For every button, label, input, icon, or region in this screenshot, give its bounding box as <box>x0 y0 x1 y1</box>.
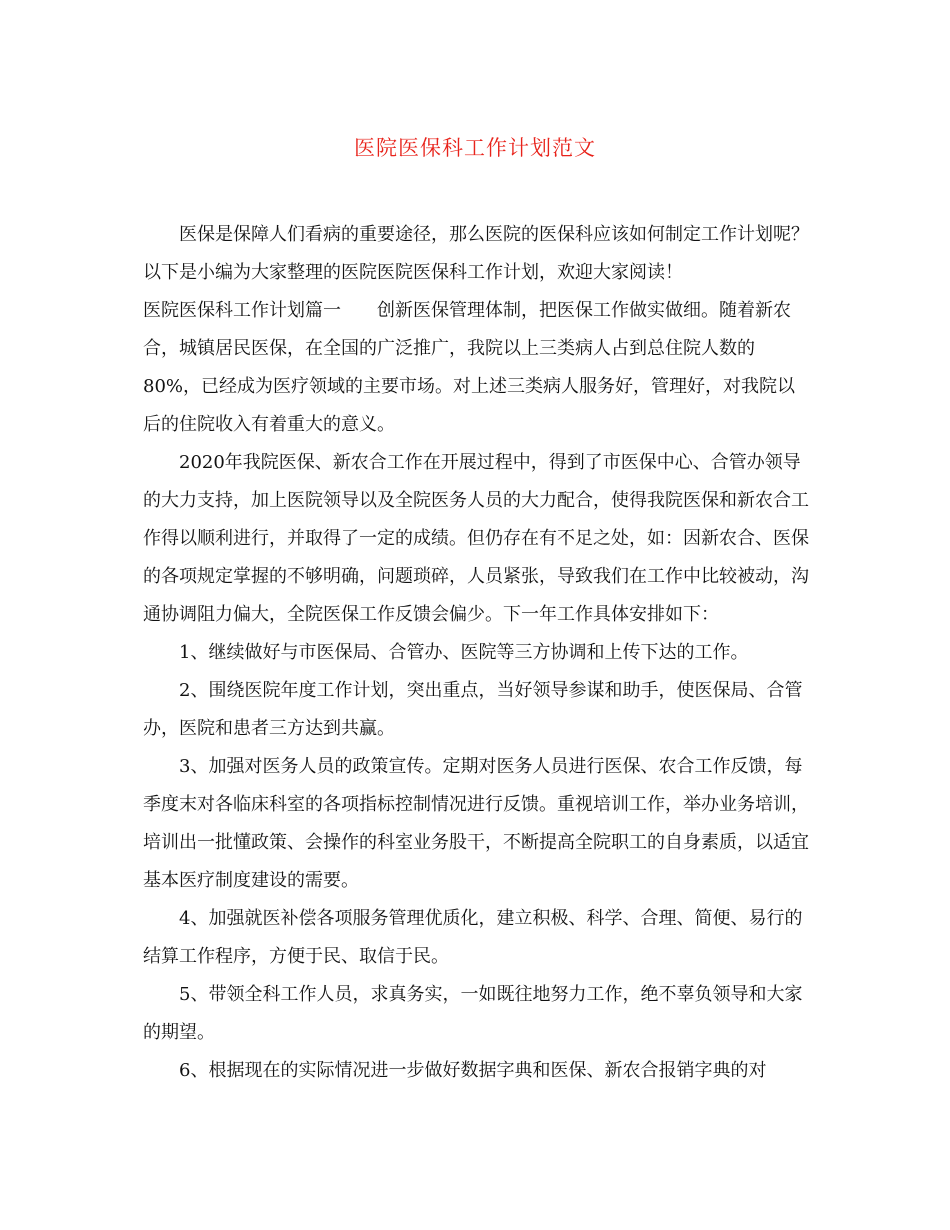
paragraph-item-3: 3、加强对医务人员的政策宣传。定期对医务人员进行医保、农合工作反馈，每季度末对各临床科室的各项指标控制情况进行反馈。重视培训工作，举办业务培训，培训出一批懂政策、会操作的科室业务股干，不断提高全院职工的自身素质，以适宜基本医疗制度建设的需要。 <box>143 756 809 891</box>
paragraph-intro: 医保是保障人们看病的重要途径，那么医院的医保科应该如何制定工作计划呢？以下是小编为大家整理的医院医院医保科工作计划，欢迎大家阅读！ <box>143 224 809 283</box>
paragraph-item-2: 2、围绕医院年度工作计划，突出重点，当好领导参谋和助手，使医保局、合管办，医院和患者三方达到共赢。 <box>143 680 803 739</box>
paragraph-item-5: 5、带领全科工作人员，求真务实，一如既往地努力工作，绝不辜负领导和大家的期望。 <box>143 984 803 1043</box>
document-body <box>143 216 811 1090</box>
document-title: 医院医保科工作计划范文 <box>354 136 596 160</box>
paragraph-item-4: 4、加强就医补偿各项服务管理优质化，建立积极、科学、合理、简便、易行的结算工作程序，方便于民、取信于民。 <box>143 908 803 967</box>
paragraph-2020-review: 2020年我院医保、新农合工作在开展过程中，得到了市医保中心、合管办领导的大力支持，加上医院领导以及全院医务人员的大力配合，使得我院医保和新农合工作得以顺利进行，并取得了一定的成绩。但仍存在有不足之处，如：因新农合、医保的各项规定掌握的不够明确，问题琐碎，人员紧张，导致我们在工作中比较被动，沟通协调阻力偏大，全院医保工作反馈会偏少。下一年工作具体安排如下： <box>143 452 809 625</box>
paragraph-item-1: 1、继续做好与市医保局、合管办、医院等三方协调和上传下达的工作。 <box>179 642 749 663</box>
paragraph-plan-one: 医院医保科工作计划篇一 创新医保管理体制，把医保工作做实做细。随着新农合，城镇居民医保，在全国的广泛推广，我院以上三类病人占到总住院人数的80%，已经成为医疗领域的主要市场。对上述三类病人服务好，管理好，对我院以后的住院收入有着重大的意义。 <box>143 300 796 435</box>
paragraph-item-6: 6、根据现在的实际情况进一步做好数据字典和医保、新农合报销字典的对 <box>179 1060 767 1081</box>
